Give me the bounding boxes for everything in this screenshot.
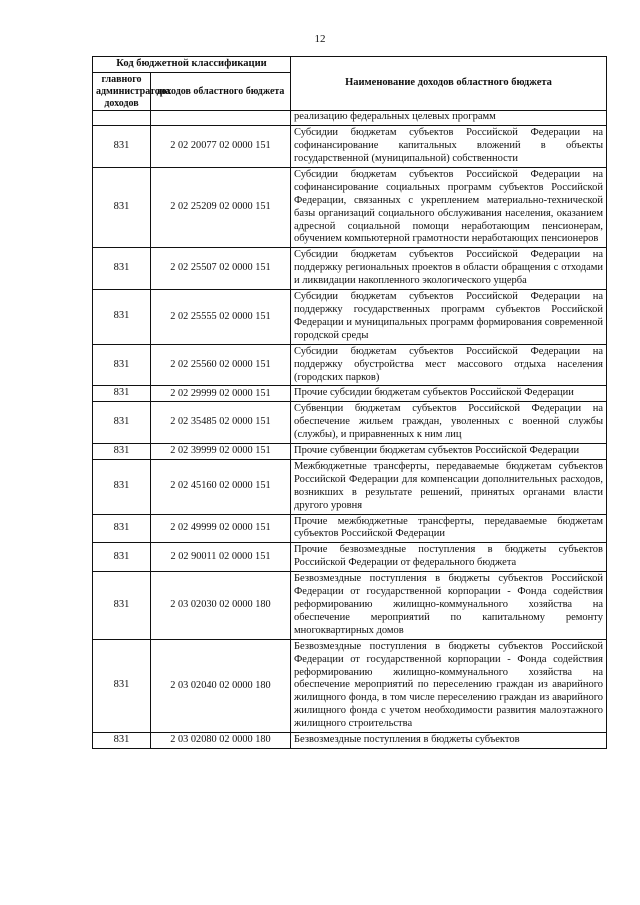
admin-cell: 831 [93, 290, 151, 345]
table-row [93, 572, 607, 640]
name-cell: Субсидии бюджетам субъектов Российской Федерации на поддержку региональных проектов в области обращения с отходами и ликвидации накопленного экологического ущерба [291, 248, 607, 290]
table-row [93, 402, 607, 444]
table-row [93, 248, 607, 290]
name-cell: Субсидии бюджетам субъектов Российской Федерации на поддержку обустройства мест массового отдыха населения (городских парков) [291, 344, 607, 386]
name-cell: Безвозмездные поступления в бюджеты субъектов Российской Федерации от государственной корпорации - Фонда содействия реформированию жилищно-коммунального хозяйства на обеспечение мероприятий по переселению граждан из аварийного жилищного фонда, в том числе переселению граждан из аварийного жилищного фонда с учетом необходимости развития малоэтажного жилищного строительства [291, 639, 607, 732]
code-cell: 2 03 02040 02 0000 180 [151, 639, 291, 732]
table-row [93, 444, 607, 460]
table-row [93, 733, 607, 749]
table-row [93, 344, 607, 386]
code-cell: 2 03 02080 02 0000 180 [151, 733, 291, 749]
admin-cell: 831 [93, 126, 151, 168]
admin-cell: 831 [93, 639, 151, 732]
code-cell: 2 02 29999 02 0000 151 [151, 386, 291, 402]
admin-cell: 831 [93, 402, 151, 444]
page-number: 12 [314, 33, 326, 45]
code-cell: 2 02 35485 02 0000 151 [151, 402, 291, 444]
continuation-code-cell [151, 111, 291, 126]
code-cell: 2 02 45160 02 0000 151 [151, 459, 291, 514]
code-cell: 2 02 39999 02 0000 151 [151, 444, 291, 460]
code-cell: 2 02 25507 02 0000 151 [151, 248, 291, 290]
table-row [93, 290, 607, 345]
header-name-column: Наименование доходов областного бюджета [291, 57, 607, 111]
header-code-column: доходов областного бюджета [151, 72, 291, 110]
table-body [93, 111, 607, 749]
table-row [93, 459, 607, 514]
table-row [93, 639, 607, 732]
name-cell: Прочие субвенции бюджетам субъектов Российской Федерации [291, 444, 607, 460]
admin-cell: 831 [93, 344, 151, 386]
admin-cell: 831 [93, 572, 151, 640]
code-cell: 2 02 20077 02 0000 151 [151, 126, 291, 168]
name-cell: Прочие безвозмездные поступления в бюджеты субъектов Российской Федерации от федерального бюджета [291, 543, 607, 572]
admin-cell: 831 [93, 167, 151, 247]
name-cell: Субвенции бюджетам субъектов Российской Федерации на обеспечение жильем граждан, уволенных с военной службы (службы), и приравненных к ним лиц [291, 402, 607, 444]
name-cell: Субсидии бюджетам субъектов Российской Федерации на поддержку государственных программ субъектов Российской Федерации и муниципальных программ формирования современной городской среды [291, 290, 607, 345]
header-admin-column: главного администратора доходов [93, 72, 151, 110]
table-row [93, 514, 607, 543]
admin-cell: 831 [93, 543, 151, 572]
budget-classification-table [92, 56, 607, 749]
admin-cell: 831 [93, 459, 151, 514]
admin-cell: 831 [93, 444, 151, 460]
table-row [93, 126, 607, 168]
name-cell: Безвозмездные поступления в бюджеты субъектов [291, 733, 607, 749]
admin-cell: 831 [93, 386, 151, 402]
table-row [93, 386, 607, 402]
admin-cell: 831 [93, 248, 151, 290]
continuation-text: реализацию федеральных целевых программ [291, 111, 607, 126]
header-group-title: Код бюджетной классификации [93, 57, 291, 73]
name-cell: Безвозмездные поступления в бюджеты субъектов Российской Федерации от государственной корпорации - Фонда содействия реформированию жилищно-коммунального хозяйства на обеспечение мероприятий по капитальному ремонту многоквартирных домов [291, 572, 607, 640]
continuation-row [93, 111, 607, 126]
name-cell: Субсидии бюджетам субъектов Российской Федерации на софинансирование капитальных вложений в объекты государственной (муниципальной) собственности [291, 126, 607, 168]
table-row [93, 543, 607, 572]
table-row [93, 167, 607, 247]
code-cell: 2 02 90011 02 0000 151 [151, 543, 291, 572]
name-cell: Межбюджетные трансферты, передаваемые бюджетам субъектов Российской Федерации для компенсации дополнительных расходов, возникших в результате решений, принятых органами власти другого уровня [291, 459, 607, 514]
name-cell: Прочие субсидии бюджетам субъектов Российской Федерации [291, 386, 607, 402]
code-cell: 2 02 25560 02 0000 151 [151, 344, 291, 386]
name-cell: Субсидии бюджетам субъектов Российской Федерации на софинансирование социальных программ субъектов Российской Федерации, связанных с укреплением материально-технической базы организаций социального обслуживания населения, оказанием адресной социальной помощи неработающим пенсионерам, обучением компьютерной грамотности неработающих пенсионеров [291, 167, 607, 247]
code-cell: 2 02 49999 02 0000 151 [151, 514, 291, 543]
name-cell: Прочие межбюджетные трансферты, передаваемые бюджетам субъектов Российской Федерации [291, 514, 607, 543]
code-cell: 2 02 25209 02 0000 151 [151, 167, 291, 247]
continuation-admin-cell [93, 111, 151, 126]
admin-cell: 831 [93, 733, 151, 749]
admin-cell: 831 [93, 514, 151, 543]
code-cell: 2 02 25555 02 0000 151 [151, 290, 291, 345]
code-cell: 2 03 02030 02 0000 180 [151, 572, 291, 640]
